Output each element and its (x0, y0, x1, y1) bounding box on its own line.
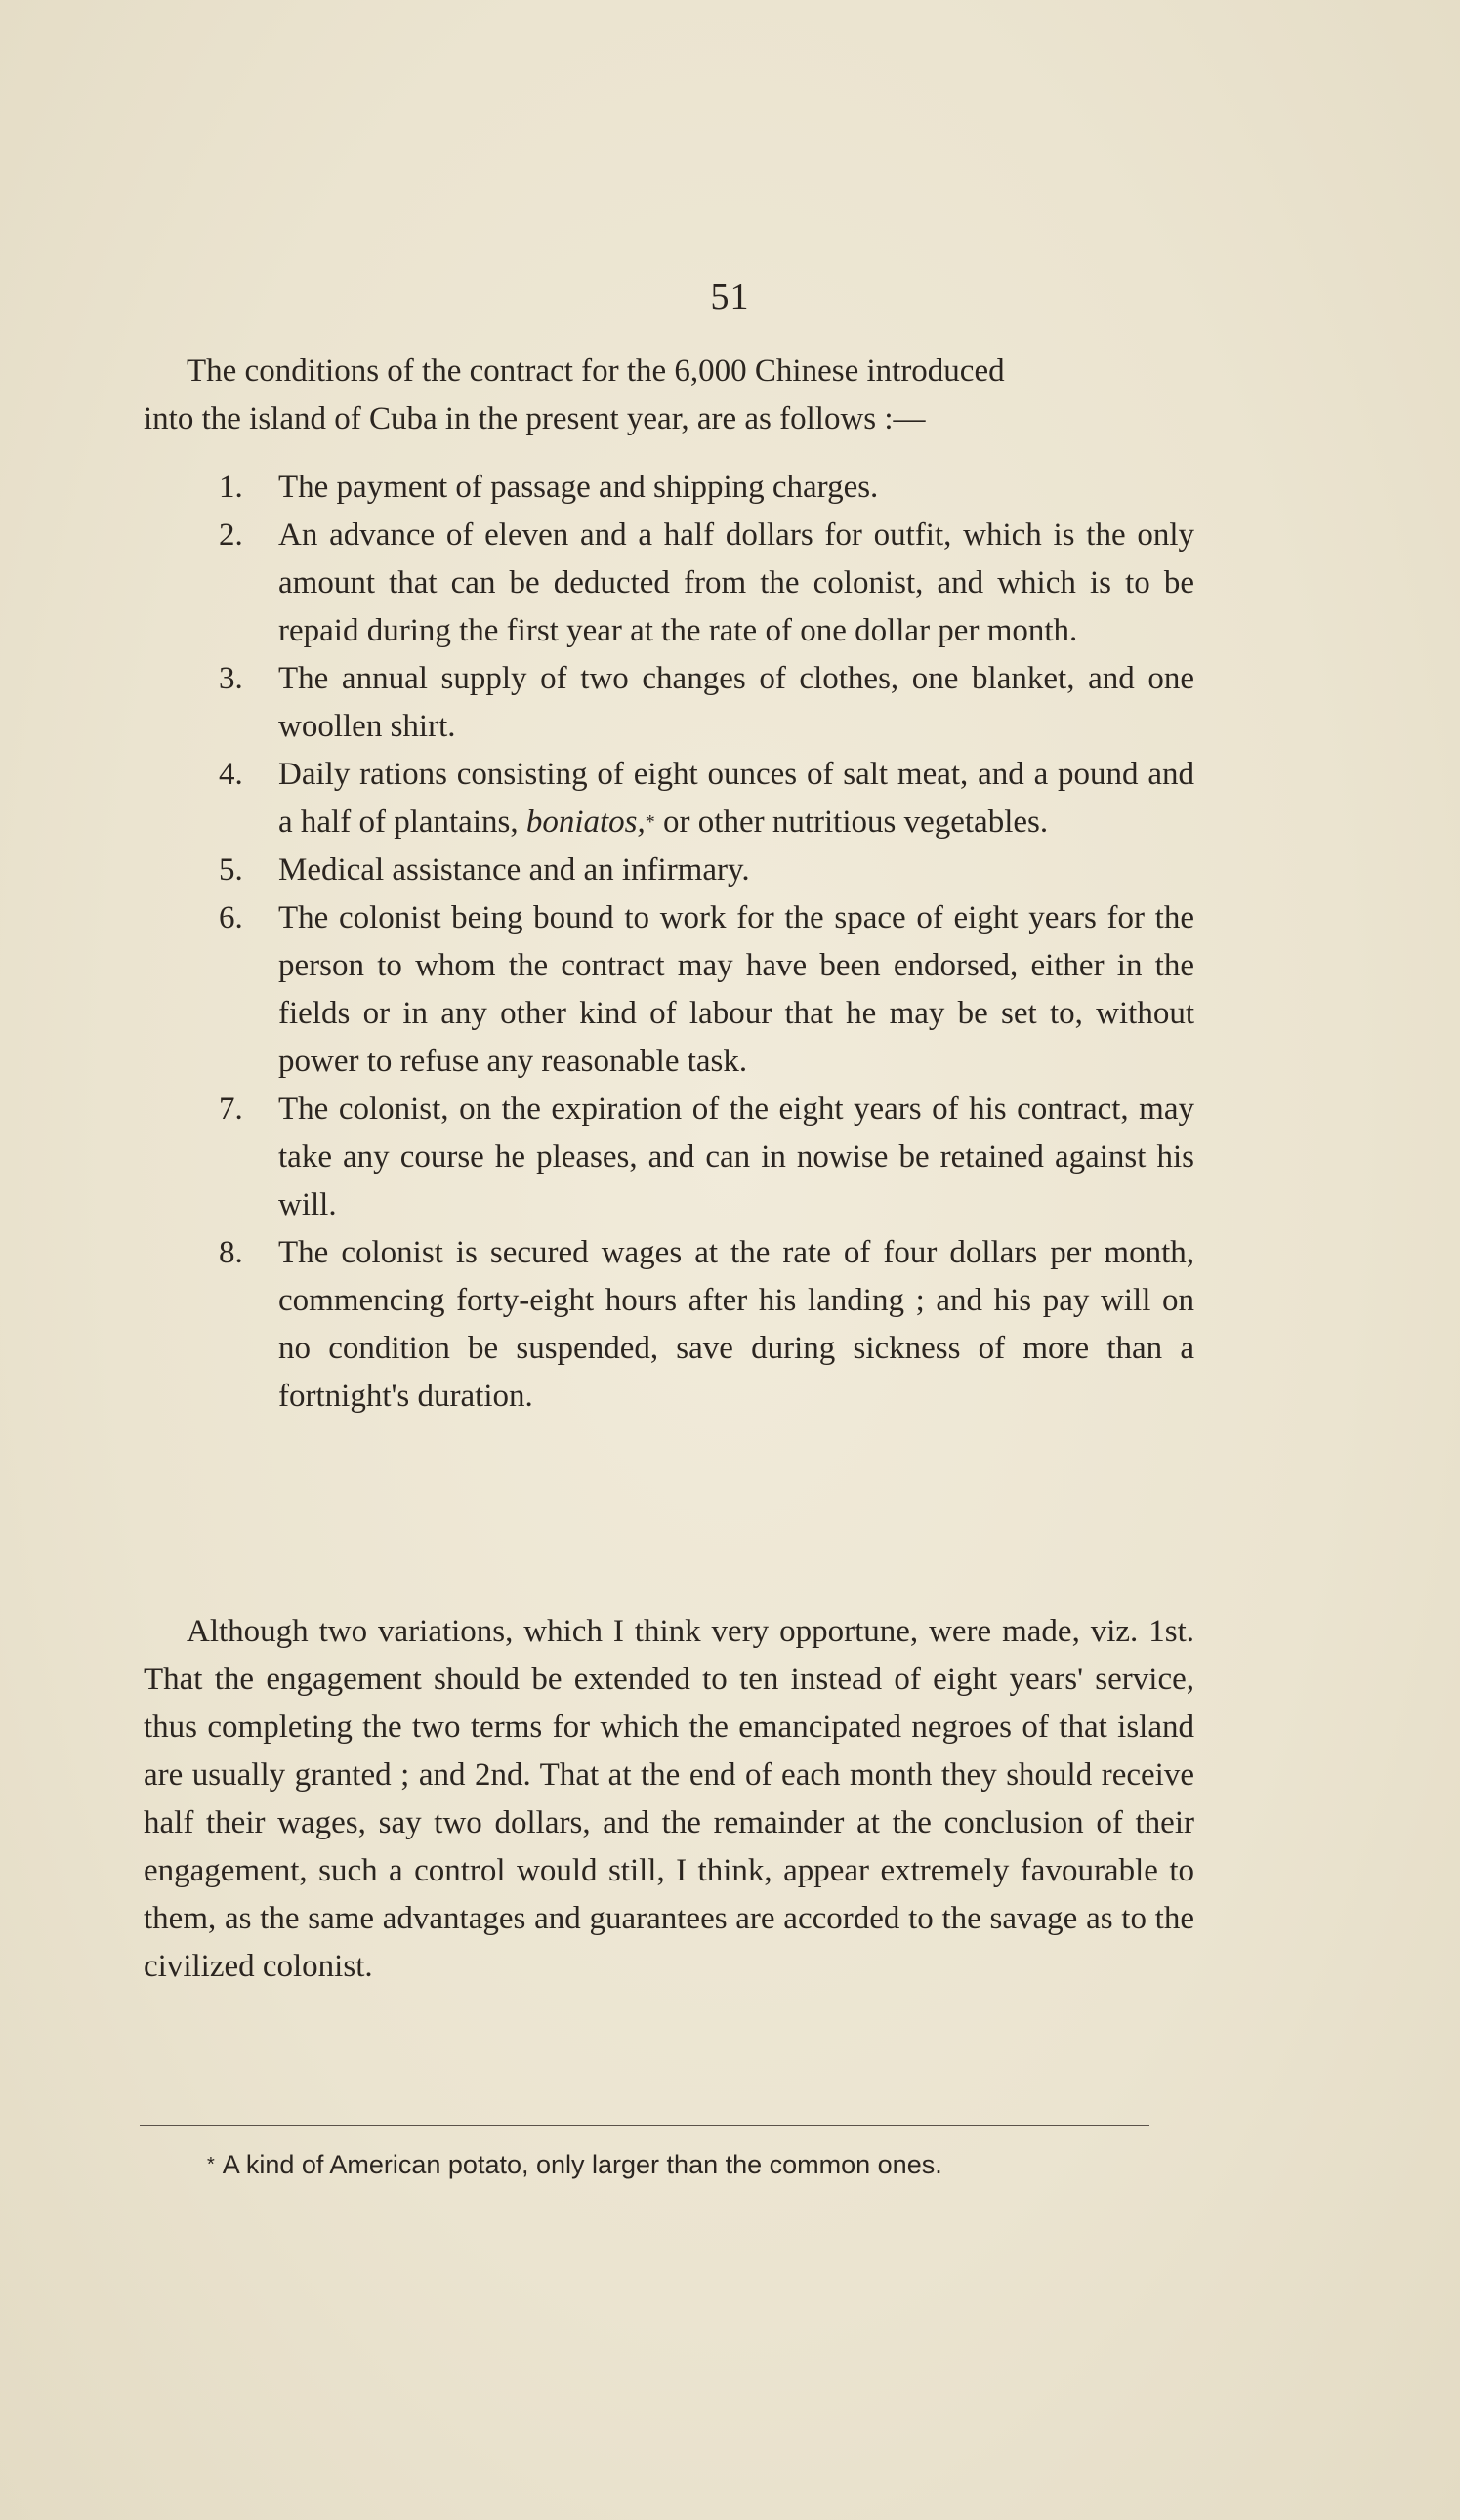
closing-paragraph: Although two variations, which I think very opportune, were made, viz. 1st. That the engagement should be extended to ten instead of eight years' service, thus completing the two terms for which the emancipated negroes of that island are usually granted ; and 2nd. That at the end of each month they should receive half their wages, say two dollars, and the remainder at the conclusion of their engagement, such a control would still, I think, appear extremely favourable to them, as the same advantages and guarantees are accorded to the savage as to the civilized colonist. (144, 1614, 1194, 1984)
condition-text: Daily rations consisting of eight ounces of salt meat, and a pound and a half of plantains, (278, 757, 1194, 840)
condition-item-4 (144, 751, 1194, 847)
footnote-divider (140, 2125, 1149, 2126)
condition-item-1 (144, 464, 1194, 512)
condition-text: The payment of passage and shipping charges. (278, 470, 879, 505)
condition-text: The colonist being bound to work for the space of eight years for the person to whom the contract may have been endorsed, either in the fields or in any other kind of labour that he may be set to, without power to refuse any reasonable task. (278, 900, 1194, 1079)
condition-number: 3. (219, 661, 243, 696)
intro-line-2: into the island of Cuba in the present year, are as follows :— (144, 401, 926, 436)
condition-text-after: or other nutritious vegetables. (654, 805, 1049, 840)
condition-text: The colonist is secured wages at the rate of four dollars per month, commencing forty-eight hours after his landing ; and his pay will on no condition be suspended, save during sickness of more than a fortnight's duration. (278, 1235, 1194, 1414)
condition-item-6 (144, 894, 1194, 1086)
condition-text: The colonist, on the expiration of the eight years of his contract, may take any course he pleases, and can in nowise be retained against his will. (278, 1092, 1194, 1222)
intro-line-1: The conditions of the contract for the 6,000 Chinese introduced (187, 353, 1005, 389)
condition-item-3 (144, 655, 1194, 751)
condition-number: 7. (219, 1092, 243, 1127)
condition-text: Medical assistance and an infirmary. (278, 852, 750, 888)
condition-item-8 (144, 1229, 1194, 1421)
condition-number: 5. (219, 852, 243, 888)
condition-italic-term: boniatos, (525, 805, 646, 840)
condition-text: An advance of eleven and a half dollars for outfit, which is the only amount that can be deducted from the colonist, and which is to be repaid during the first year at the rate of one dollar per month. (278, 517, 1194, 648)
page-number: 51 (710, 276, 750, 317)
condition-number: 6. (219, 900, 243, 935)
footnote (207, 2148, 942, 2181)
condition-number: 4. (219, 757, 243, 792)
condition-item-2 (144, 512, 1194, 655)
intro-paragraph (144, 348, 1194, 443)
footnote-reference: * (645, 811, 655, 833)
condition-item-7 (144, 1086, 1194, 1229)
condition-number: 1. (219, 470, 243, 505)
footnote-text: A kind of American potato, only larger than the common ones. (222, 2150, 942, 2179)
footnote-marker: * (207, 2154, 215, 2175)
condition-number: 2. (219, 517, 243, 553)
condition-item-5 (144, 847, 1194, 894)
conditions-list (144, 464, 1194, 1421)
condition-text: The annual supply of two changes of clothes, one blanket, and one woollen shirt. (278, 661, 1194, 744)
condition-number: 8. (219, 1235, 243, 1270)
